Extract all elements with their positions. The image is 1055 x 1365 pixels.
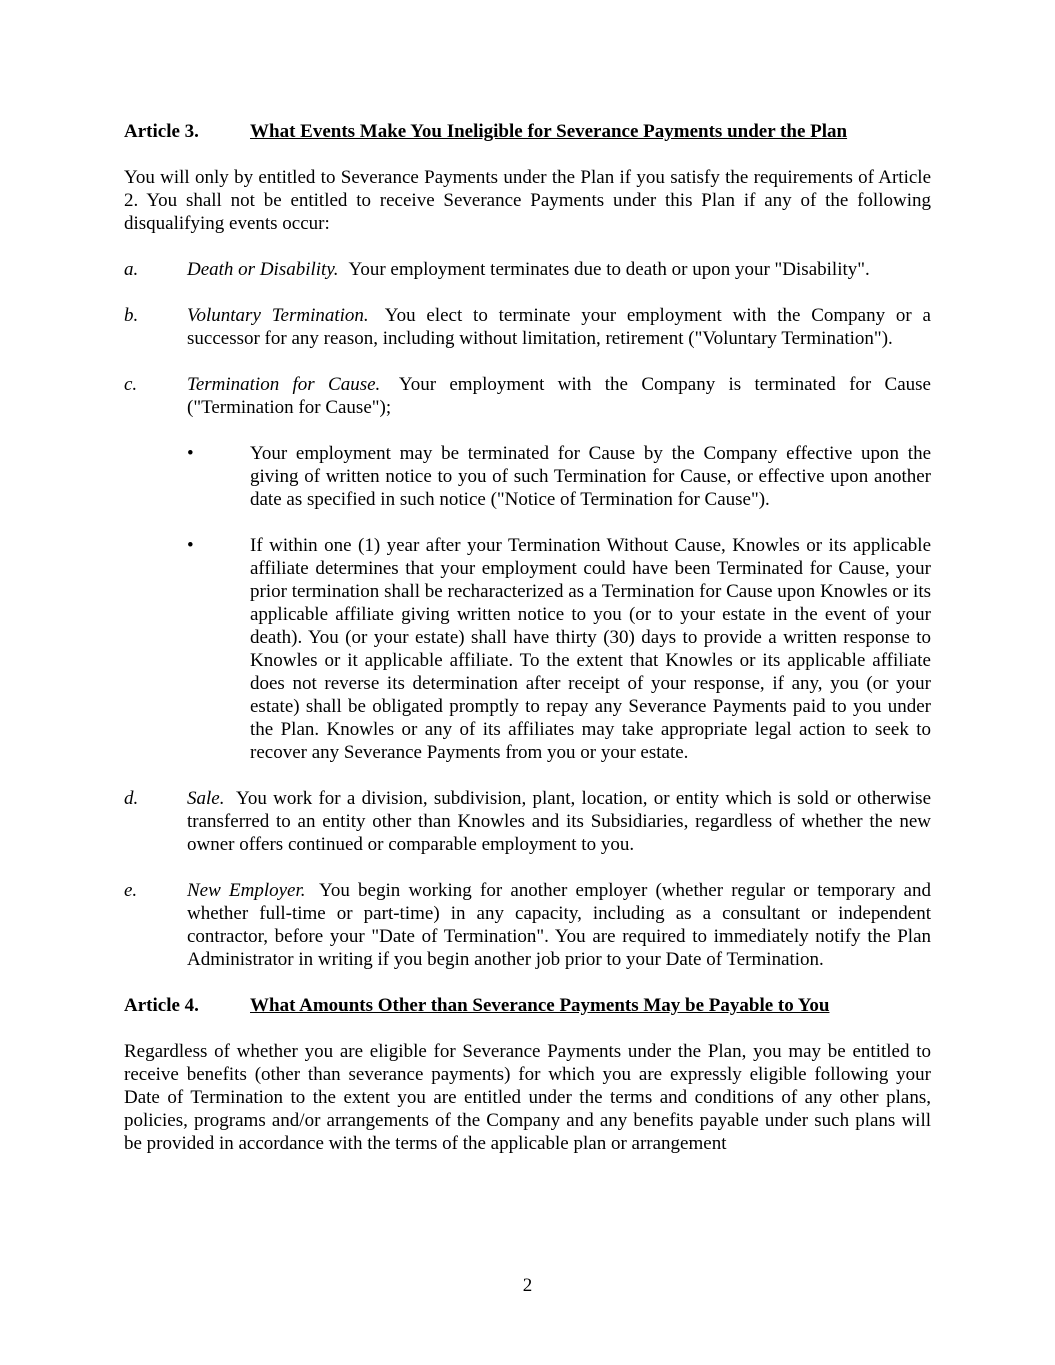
- list-item-b-letter: b.: [124, 305, 139, 326]
- article-3-intro: You will only by entitled to Severance Payments under the Plan if you satisfy the requirements of Article 2. You shall not be entitled to receive Severance Payments under this Plan if any of the following disqualifying events occur:: [124, 167, 931, 234]
- list-item-e-term: New Employer.: [187, 880, 306, 901]
- bullet-item-2-text: If within one (1) year after your Termination Without Cause, Knowles or its applicable affiliate determines that your employment could have been Terminated for Cause, your prior termination shall be recharacterized as a Termination for Cause upon Knowles or its applicable affiliate giving written notice to you (or to your estate in the event of your death). You (or your estate) shall have thirty (30) days to provide a written response to Knowles or it applicable affiliate. To the extent that Knowles or its applicable affiliate does not reverse its determination after receipt of your response, if any, you (or your estate) shall be obligated promptly to repay any Severance Payments paid to you under the Plan. Knowles or any of its affiliates may take appropriate legal action to seek to recover any Severance Payments from you or your estate.: [250, 535, 931, 763]
- article-4-label: Article 4.: [124, 995, 199, 1016]
- list-item-d-term: Sale.: [187, 788, 225, 809]
- bullet-item-1: [124, 442, 931, 511]
- article-4-title: What Amounts Other than Severance Payments May be Payable to You: [250, 995, 830, 1016]
- list-item-b-body: [187, 304, 931, 350]
- list-item-c-body: [187, 373, 931, 419]
- list-item-e: [124, 879, 931, 971]
- list-item-d-letter: d.: [124, 788, 139, 809]
- list-item-b-term: Voluntary Termination.: [187, 305, 369, 326]
- list-item-c-term: Termination for Cause.: [187, 374, 381, 395]
- bullet-item-2: [124, 534, 931, 764]
- page-number: 2: [522, 1275, 533, 1296]
- list-item-a: [124, 258, 931, 281]
- list-item-d: [124, 787, 931, 856]
- list-item-e-body: [187, 879, 931, 971]
- list-item-b-text: You elect to terminate your employment with the Company or a successor for any reason, including without limitation, retirement ("Voluntary Termination").: [187, 305, 931, 349]
- article-4-body: Regardless of whether you are eligible for Severance Payments under the Plan, you may be entitled to receive benefits (other than severance payments) for which you are expressly eligible following your Date of Termination to the extent you are entitled under the terms and conditions of any other plans, policies, programs and/or arrangements of the Company and any benefits payable under such plans will be provided in accordance with the terms of the applicable plan or arrangement: [124, 1041, 931, 1154]
- list-item-d-text: You work for a division, subdivision, plant, location, or entity which is sold or otherwise transferred to an entity other than Knowles and its Subsidiaries, regardless of whether the new owner offers continued or comparable employment to you.: [187, 788, 931, 855]
- bullet-icon: •: [187, 535, 194, 556]
- bullet-icon: •: [187, 443, 194, 464]
- list-item-a-term: Death or Disability.: [187, 259, 339, 280]
- list-item-a-body: [187, 258, 931, 281]
- article-3-label: Article 3.: [124, 121, 199, 142]
- article-3-title: What Events Make You Ineligible for Severance Payments under the Plan: [250, 121, 848, 142]
- article-4-heading: [124, 994, 931, 1017]
- list-item-d-body: [187, 787, 931, 856]
- list-item-c-letter: c.: [124, 374, 138, 395]
- list-item-a-letter: a.: [124, 259, 139, 280]
- bullet-item-1-text: Your employment may be terminated for Cause by the Company effective upon the giving of written notice to you of such Termination for Cause, or effective upon another date as specified in such notice ("Notice of Termination for Cause").: [250, 443, 931, 510]
- article-3-heading: [124, 120, 931, 143]
- list-item-c-text: Your employment with the Company is terminated for Cause ("Termination for Cause");: [187, 374, 931, 418]
- list-item-a-text: Your employment terminates due to death or upon your "Disability".: [348, 259, 870, 280]
- list-item-e-letter: e.: [124, 880, 138, 901]
- list-item-c: [124, 373, 931, 419]
- list-item-b: [124, 304, 931, 350]
- list-item-e-text: You begin working for another employer (whether regular or temporary and whether full-time or part-time) in any capacity, including as a consultant or independent contractor, before your "Date of Termination". You are required to immediately notify the Plan Administrator in writing if you begin another job prior to your Date of Termination.: [187, 880, 931, 970]
